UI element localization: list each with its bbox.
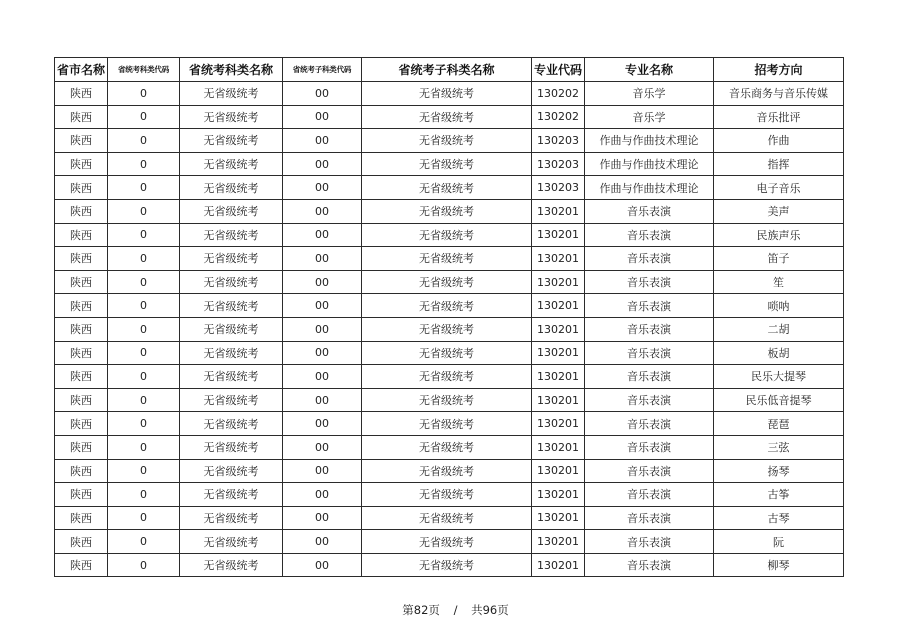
cell-exam-subcategory-code: 00 xyxy=(283,506,362,530)
cell-major-code: 130203 xyxy=(532,152,585,176)
cell-exam-subcategory-name: 无省级统考 xyxy=(362,270,532,294)
current-page-label: 第82页 xyxy=(402,603,440,617)
cell-exam-category-code: 0 xyxy=(108,199,180,223)
column-header-exam-category-code: 省统考科类代码 xyxy=(108,58,180,82)
cell-major-name: 音乐表演 xyxy=(585,317,714,341)
cell-exam-subcategory-name: 无省级统考 xyxy=(362,152,532,176)
cell-exam-category-code: 0 xyxy=(108,152,180,176)
cell-exam-subcategory-name: 无省级统考 xyxy=(362,247,532,271)
cell-exam-category-code: 0 xyxy=(108,459,180,483)
cell-admission-direction: 作曲 xyxy=(714,129,844,153)
cell-exam-category-code: 0 xyxy=(108,412,180,436)
table-body xyxy=(55,82,844,577)
cell-admission-direction: 二胡 xyxy=(714,317,844,341)
table-row xyxy=(55,270,844,294)
cell-admission-direction: 唢呐 xyxy=(714,294,844,318)
table-row xyxy=(55,412,844,436)
column-header-exam-subcategory-name: 省统考子科类名称 xyxy=(362,58,532,82)
cell-exam-category-code: 0 xyxy=(108,341,180,365)
cell-exam-subcategory-code: 00 xyxy=(283,435,362,459)
cell-exam-category-code: 0 xyxy=(108,223,180,247)
cell-exam-category-name: 无省级统考 xyxy=(180,317,283,341)
cell-major-code: 130203 xyxy=(532,129,585,153)
cell-exam-category-name: 无省级统考 xyxy=(180,82,283,106)
cell-exam-category-name: 无省级统考 xyxy=(180,506,283,530)
table-header-row xyxy=(55,58,844,82)
cell-exam-subcategory-code: 00 xyxy=(283,553,362,577)
cell-major-code: 130201 xyxy=(532,435,585,459)
table-row xyxy=(55,317,844,341)
table-row xyxy=(55,294,844,318)
cell-major-name: 音乐表演 xyxy=(585,435,714,459)
column-header-province-name: 省市名称 xyxy=(55,58,108,82)
cell-exam-subcategory-name: 无省级统考 xyxy=(362,105,532,129)
cell-exam-subcategory-name: 无省级统考 xyxy=(362,530,532,554)
cell-major-code: 130201 xyxy=(532,317,585,341)
page-footer xyxy=(0,602,911,618)
cell-province-name: 陕西 xyxy=(55,247,108,271)
cell-exam-category-name: 无省级统考 xyxy=(180,270,283,294)
cell-exam-subcategory-name: 无省级统考 xyxy=(362,365,532,389)
cell-exam-category-name: 无省级统考 xyxy=(180,388,283,412)
cell-major-name: 音乐表演 xyxy=(585,506,714,530)
cell-exam-category-code: 0 xyxy=(108,435,180,459)
column-header-exam-subcategory-code: 省统考子科类代码 xyxy=(283,58,362,82)
table-row xyxy=(55,82,844,106)
cell-major-name: 音乐表演 xyxy=(585,459,714,483)
cell-province-name: 陕西 xyxy=(55,152,108,176)
cell-admission-direction: 古筝 xyxy=(714,483,844,507)
cell-admission-direction: 三弦 xyxy=(714,435,844,459)
cell-exam-category-code: 0 xyxy=(108,530,180,554)
cell-exam-subcategory-name: 无省级统考 xyxy=(362,317,532,341)
column-header-admission-direction: 招考方向 xyxy=(714,58,844,82)
cell-major-code: 130201 xyxy=(532,247,585,271)
table-row xyxy=(55,152,844,176)
cell-exam-subcategory-code: 00 xyxy=(283,294,362,318)
cell-exam-category-name: 无省级统考 xyxy=(180,176,283,200)
cell-exam-category-name: 无省级统考 xyxy=(180,247,283,271)
table-row xyxy=(55,483,844,507)
cell-province-name: 陕西 xyxy=(55,294,108,318)
cell-exam-category-code: 0 xyxy=(108,388,180,412)
cell-exam-subcategory-code: 00 xyxy=(283,388,362,412)
cell-exam-category-name: 无省级统考 xyxy=(180,459,283,483)
page-separator: / xyxy=(453,603,458,617)
table-row xyxy=(55,530,844,554)
cell-province-name: 陕西 xyxy=(55,388,108,412)
cell-exam-category-name: 无省级统考 xyxy=(180,223,283,247)
cell-exam-category-code: 0 xyxy=(108,129,180,153)
column-header-major-code: 专业代码 xyxy=(532,58,585,82)
cell-major-name: 音乐表演 xyxy=(585,553,714,577)
cell-major-code: 130202 xyxy=(532,82,585,106)
cell-exam-subcategory-name: 无省级统考 xyxy=(362,341,532,365)
cell-admission-direction: 笙 xyxy=(714,270,844,294)
table-row xyxy=(55,341,844,365)
cell-major-code: 130201 xyxy=(532,341,585,365)
cell-province-name: 陕西 xyxy=(55,176,108,200)
cell-exam-subcategory-code: 00 xyxy=(283,176,362,200)
cell-major-name: 音乐表演 xyxy=(585,483,714,507)
cell-exam-category-name: 无省级统考 xyxy=(180,105,283,129)
cell-province-name: 陕西 xyxy=(55,553,108,577)
cell-major-name: 音乐学 xyxy=(585,105,714,129)
cell-province-name: 陕西 xyxy=(55,530,108,554)
cell-exam-subcategory-name: 无省级统考 xyxy=(362,199,532,223)
table-row xyxy=(55,223,844,247)
cell-major-name: 音乐表演 xyxy=(585,365,714,389)
table-row xyxy=(55,553,844,577)
cell-admission-direction: 电子音乐 xyxy=(714,176,844,200)
cell-major-code: 130201 xyxy=(532,483,585,507)
cell-exam-subcategory-code: 00 xyxy=(283,341,362,365)
cell-province-name: 陕西 xyxy=(55,317,108,341)
table-row xyxy=(55,247,844,271)
cell-major-code: 130201 xyxy=(532,270,585,294)
cell-exam-subcategory-code: 00 xyxy=(283,129,362,153)
cell-major-code: 130201 xyxy=(532,223,585,247)
cell-admission-direction: 音乐商务与音乐传媒 xyxy=(714,82,844,106)
cell-major-code: 130201 xyxy=(532,459,585,483)
cell-admission-direction: 扬琴 xyxy=(714,459,844,483)
cell-exam-subcategory-name: 无省级统考 xyxy=(362,176,532,200)
cell-exam-category-code: 0 xyxy=(108,82,180,106)
cell-exam-category-name: 无省级统考 xyxy=(180,530,283,554)
cell-major-name: 音乐表演 xyxy=(585,388,714,412)
cell-exam-category-code: 0 xyxy=(108,553,180,577)
cell-major-name: 作曲与作曲技术理论 xyxy=(585,129,714,153)
cell-admission-direction: 琵琶 xyxy=(714,412,844,436)
cell-province-name: 陕西 xyxy=(55,129,108,153)
cell-exam-category-name: 无省级统考 xyxy=(180,294,283,318)
table-row xyxy=(55,435,844,459)
table-row xyxy=(55,105,844,129)
cell-admission-direction: 柳琴 xyxy=(714,553,844,577)
cell-major-code: 130201 xyxy=(532,553,585,577)
table-row xyxy=(55,459,844,483)
table-row xyxy=(55,388,844,412)
cell-province-name: 陕西 xyxy=(55,105,108,129)
cell-major-name: 音乐表演 xyxy=(585,199,714,223)
table-row xyxy=(55,199,844,223)
cell-province-name: 陕西 xyxy=(55,435,108,459)
cell-exam-subcategory-code: 00 xyxy=(283,317,362,341)
table-row xyxy=(55,365,844,389)
cell-major-name: 音乐表演 xyxy=(585,247,714,271)
admissions-table xyxy=(54,57,844,577)
cell-exam-category-name: 无省级统考 xyxy=(180,365,283,389)
cell-exam-subcategory-code: 00 xyxy=(283,483,362,507)
cell-admission-direction: 古琴 xyxy=(714,506,844,530)
column-header-exam-category-name: 省统考科类名称 xyxy=(180,58,283,82)
cell-exam-subcategory-code: 00 xyxy=(283,152,362,176)
cell-exam-subcategory-name: 无省级统考 xyxy=(362,223,532,247)
cell-province-name: 陕西 xyxy=(55,223,108,247)
cell-exam-subcategory-code: 00 xyxy=(283,459,362,483)
cell-exam-subcategory-name: 无省级统考 xyxy=(362,294,532,318)
cell-exam-subcategory-code: 00 xyxy=(283,530,362,554)
cell-admission-direction: 美声 xyxy=(714,199,844,223)
cell-exam-category-code: 0 xyxy=(108,247,180,271)
cell-exam-subcategory-code: 00 xyxy=(283,412,362,436)
cell-exam-category-code: 0 xyxy=(108,176,180,200)
cell-exam-category-code: 0 xyxy=(108,105,180,129)
cell-exam-subcategory-code: 00 xyxy=(283,199,362,223)
cell-exam-category-name: 无省级统考 xyxy=(180,341,283,365)
cell-exam-subcategory-name: 无省级统考 xyxy=(362,553,532,577)
cell-admission-direction: 民乐大提琴 xyxy=(714,365,844,389)
cell-major-code: 130201 xyxy=(532,388,585,412)
cell-admission-direction: 民族声乐 xyxy=(714,223,844,247)
cell-major-name: 音乐表演 xyxy=(585,412,714,436)
cell-exam-subcategory-name: 无省级统考 xyxy=(362,412,532,436)
cell-exam-category-name: 无省级统考 xyxy=(180,412,283,436)
cell-exam-category-name: 无省级统考 xyxy=(180,435,283,459)
cell-admission-direction: 音乐批评 xyxy=(714,105,844,129)
column-header-major-name: 专业名称 xyxy=(585,58,714,82)
cell-major-code: 130201 xyxy=(532,199,585,223)
cell-exam-subcategory-code: 00 xyxy=(283,247,362,271)
cell-exam-category-name: 无省级统考 xyxy=(180,129,283,153)
cell-major-name: 音乐表演 xyxy=(585,530,714,554)
cell-admission-direction: 指挥 xyxy=(714,152,844,176)
cell-major-name: 音乐表演 xyxy=(585,294,714,318)
cell-exam-category-name: 无省级统考 xyxy=(180,199,283,223)
cell-major-name: 音乐表演 xyxy=(585,223,714,247)
cell-major-code: 130201 xyxy=(532,506,585,530)
cell-exam-subcategory-name: 无省级统考 xyxy=(362,129,532,153)
cell-exam-subcategory-name: 无省级统考 xyxy=(362,435,532,459)
cell-major-name: 音乐学 xyxy=(585,82,714,106)
cell-major-code: 130203 xyxy=(532,176,585,200)
cell-major-code: 130201 xyxy=(532,365,585,389)
cell-province-name: 陕西 xyxy=(55,506,108,530)
cell-major-code: 130201 xyxy=(532,412,585,436)
cell-province-name: 陕西 xyxy=(55,483,108,507)
cell-exam-subcategory-code: 00 xyxy=(283,365,362,389)
total-pages-label: 共96页 xyxy=(471,603,509,617)
cell-exam-category-code: 0 xyxy=(108,317,180,341)
cell-province-name: 陕西 xyxy=(55,412,108,436)
cell-exam-category-name: 无省级统考 xyxy=(180,483,283,507)
cell-major-name: 作曲与作曲技术理论 xyxy=(585,152,714,176)
cell-exam-subcategory-name: 无省级统考 xyxy=(362,506,532,530)
cell-province-name: 陕西 xyxy=(55,365,108,389)
cell-exam-subcategory-name: 无省级统考 xyxy=(362,459,532,483)
cell-exam-subcategory-name: 无省级统考 xyxy=(362,483,532,507)
cell-exam-subcategory-name: 无省级统考 xyxy=(362,82,532,106)
table-row xyxy=(55,506,844,530)
cell-major-name: 作曲与作曲技术理论 xyxy=(585,176,714,200)
cell-province-name: 陕西 xyxy=(55,270,108,294)
cell-major-code: 130201 xyxy=(532,530,585,554)
cell-exam-category-code: 0 xyxy=(108,483,180,507)
cell-admission-direction: 笛子 xyxy=(714,247,844,271)
cell-exam-category-code: 0 xyxy=(108,294,180,318)
cell-exam-category-code: 0 xyxy=(108,270,180,294)
cell-province-name: 陕西 xyxy=(55,341,108,365)
cell-exam-subcategory-code: 00 xyxy=(283,223,362,247)
table-row xyxy=(55,176,844,200)
cell-exam-category-name: 无省级统考 xyxy=(180,553,283,577)
cell-major-name: 音乐表演 xyxy=(585,270,714,294)
cell-exam-category-code: 0 xyxy=(108,365,180,389)
cell-exam-subcategory-name: 无省级统考 xyxy=(362,388,532,412)
cell-exam-category-name: 无省级统考 xyxy=(180,152,283,176)
cell-admission-direction: 板胡 xyxy=(714,341,844,365)
cell-major-name: 音乐表演 xyxy=(585,341,714,365)
cell-major-code: 130202 xyxy=(532,105,585,129)
cell-exam-subcategory-code: 00 xyxy=(283,82,362,106)
cell-province-name: 陕西 xyxy=(55,199,108,223)
cell-admission-direction: 民乐低音提琴 xyxy=(714,388,844,412)
cell-admission-direction: 阮 xyxy=(714,530,844,554)
cell-province-name: 陕西 xyxy=(55,82,108,106)
cell-exam-category-code: 0 xyxy=(108,506,180,530)
table-row xyxy=(55,129,844,153)
cell-exam-subcategory-code: 00 xyxy=(283,105,362,129)
cell-province-name: 陕西 xyxy=(55,459,108,483)
cell-exam-subcategory-code: 00 xyxy=(283,270,362,294)
cell-major-code: 130201 xyxy=(532,294,585,318)
